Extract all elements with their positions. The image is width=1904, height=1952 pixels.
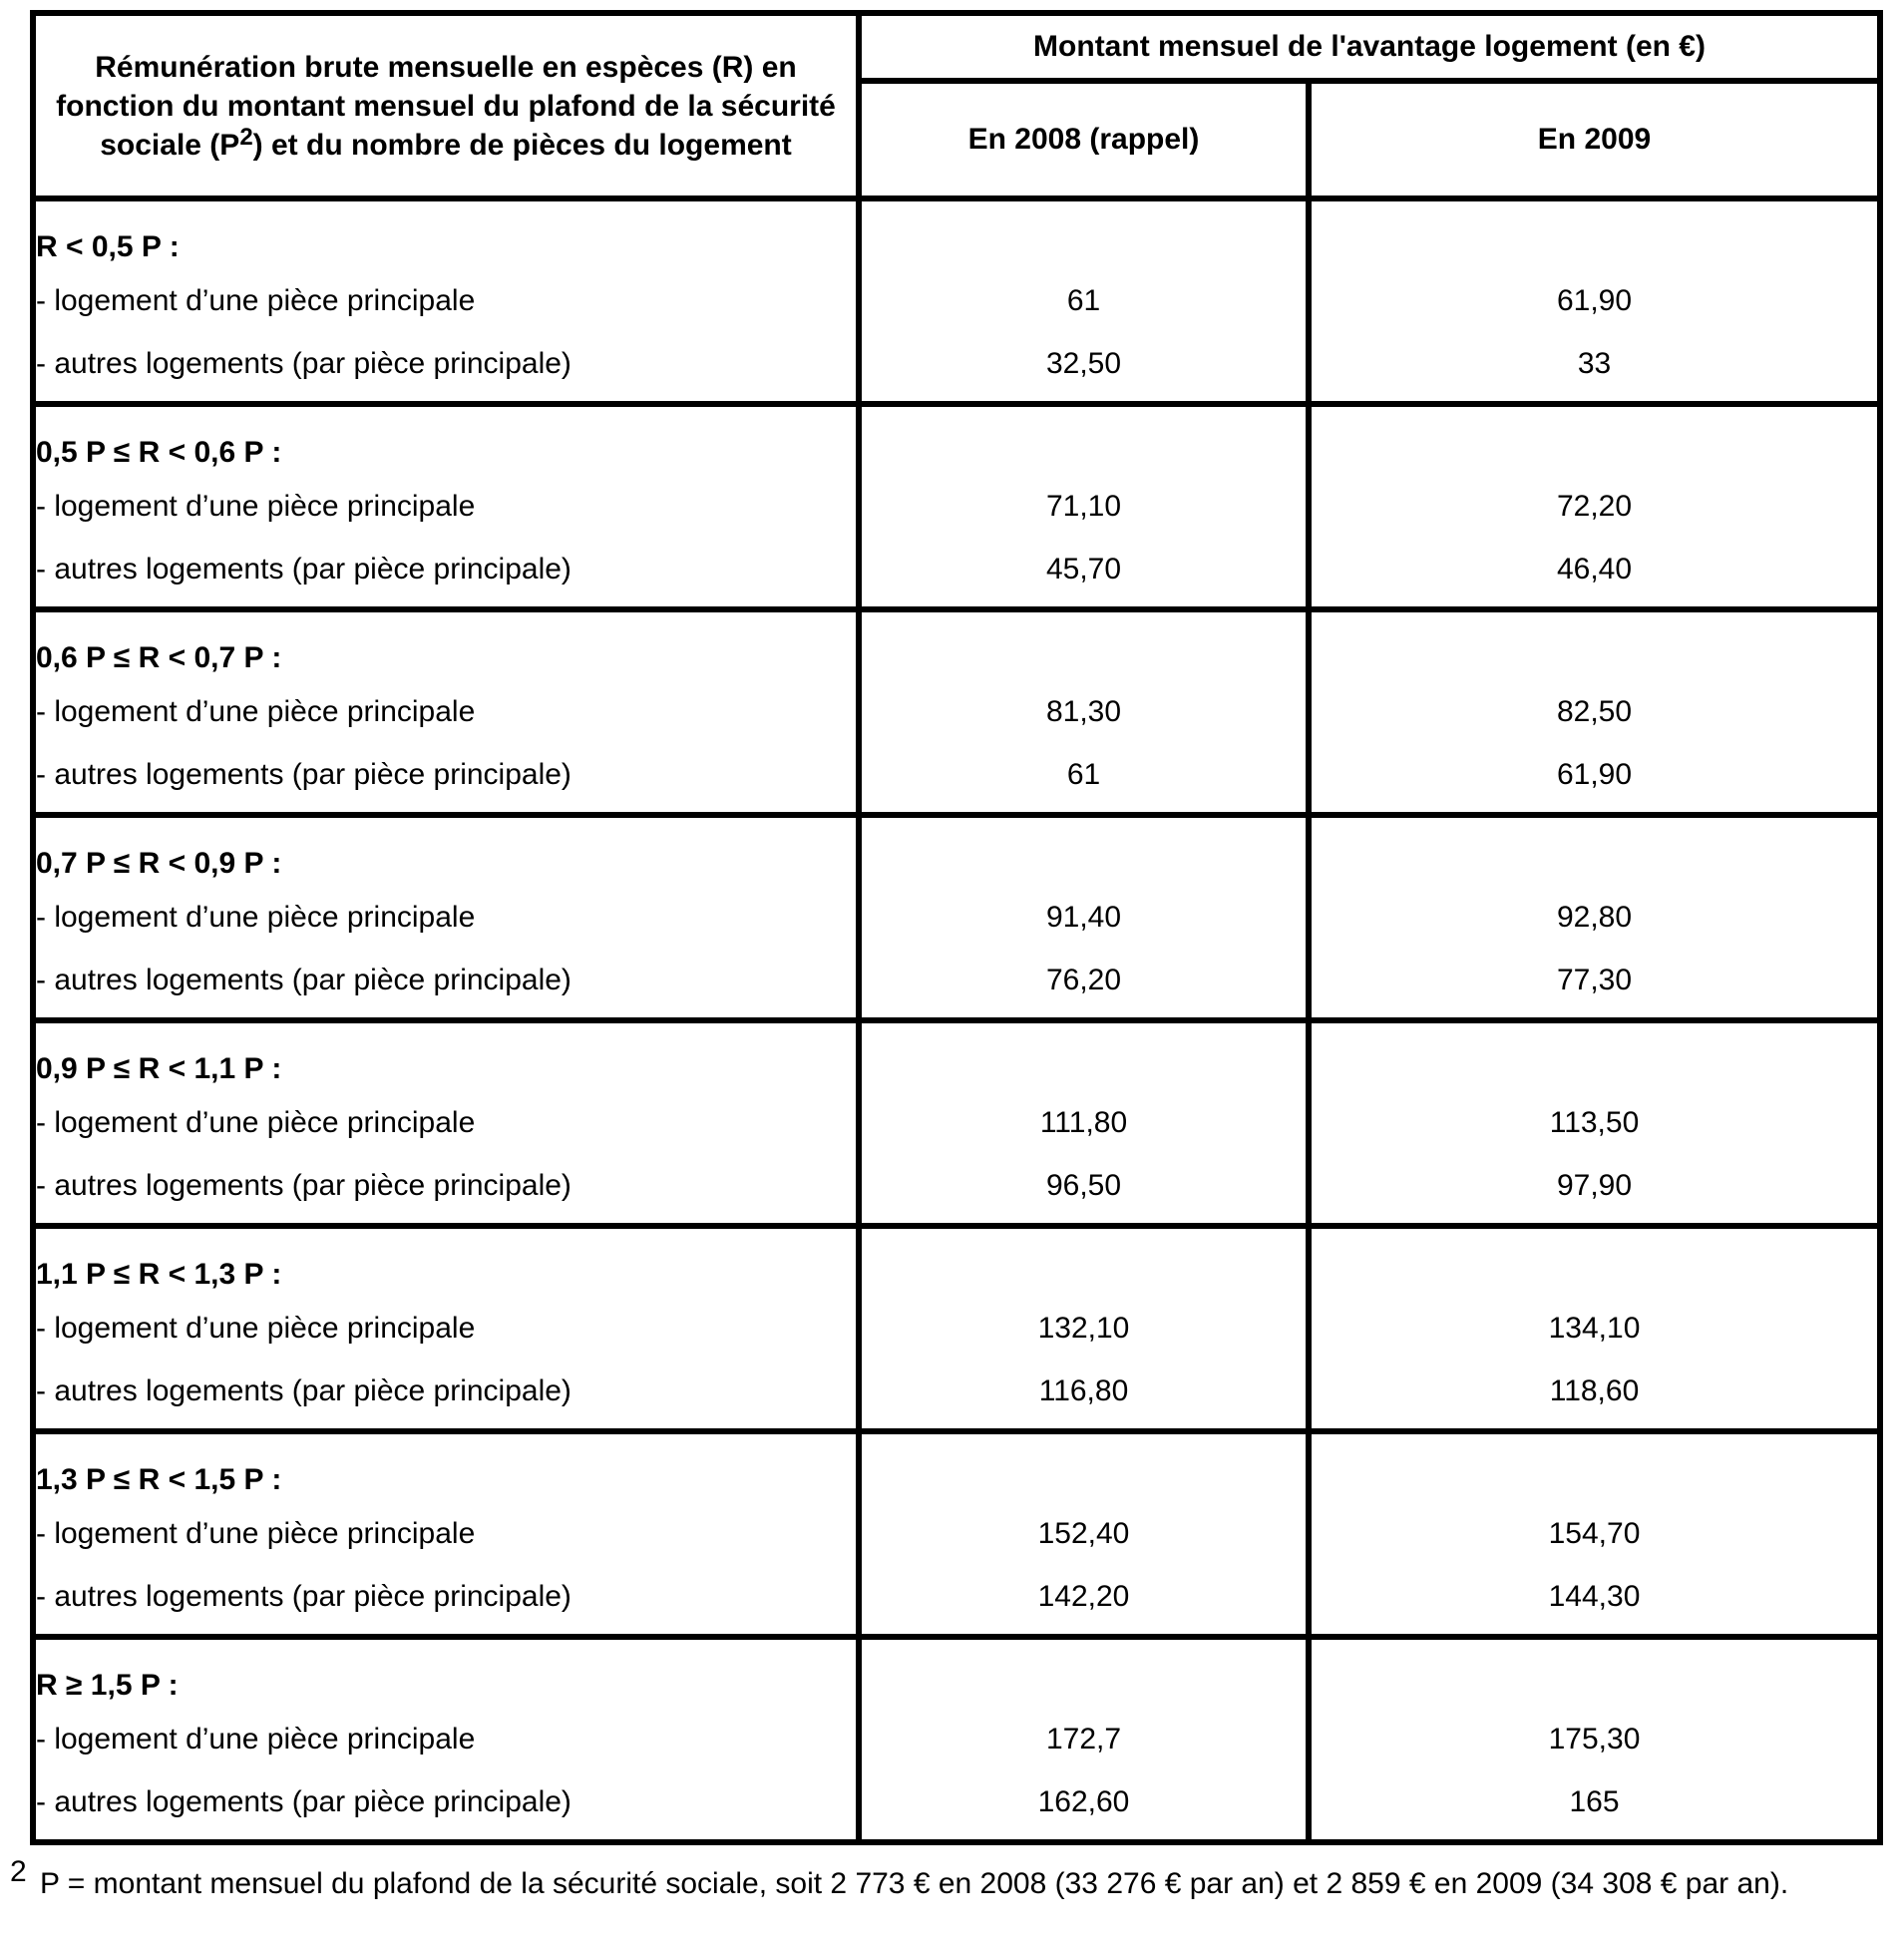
band-label-cell [33, 1637, 859, 1842]
amount-cell-2008 [859, 198, 1309, 404]
table-row [33, 1226, 1880, 1431]
amount-value: 71,10 [1045, 490, 1122, 523]
header-remuneration [33, 13, 859, 198]
amount-value: 97,90 [1556, 1169, 1633, 1202]
amount-value: 175,30 [1548, 1723, 1641, 1756]
housing-type-label: - autres logements (par pièce principale) [36, 1169, 571, 1202]
amount-value: 132,10 [1037, 1312, 1130, 1345]
income-band-title: 0,9 P ≤ R < 1,1 P : [36, 1052, 282, 1085]
housing-type-label: - autres logements (par pièce principale) [36, 347, 571, 380]
footnote-text: P = montant mensuel du plafond de la sécurité sociale, soit 2 773 € en 2008 (33 276 € par an) et 2 859 € en 2009 (34 308 € par an). [40, 1867, 1789, 1900]
band-label-cell [33, 815, 859, 1020]
income-band-title: 0,6 P ≤ R < 0,7 P : [36, 641, 282, 674]
header-superscript: 2 [239, 123, 253, 151]
band-label-cell [33, 1226, 859, 1431]
amount-cell-2008 [859, 1020, 1309, 1226]
amount-value: 61,90 [1556, 758, 1633, 791]
table-header [33, 13, 1880, 198]
amount-value: 116,80 [1038, 1374, 1129, 1407]
table-body [33, 198, 1880, 1842]
band-label-cell [33, 1431, 859, 1637]
housing-benefit-table [30, 10, 1883, 1845]
amount-value: 61 [1066, 758, 1101, 791]
income-band-title: 1,3 P ≤ R < 1,5 P : [36, 1463, 282, 1496]
amount-cell-2009 [1309, 1637, 1880, 1842]
amount-cell-2008 [859, 1226, 1309, 1431]
document-page [30, 10, 1877, 1845]
header-year-2009: En 2009 [1309, 81, 1880, 198]
band-label-cell [33, 404, 859, 609]
income-band-title: R ≥ 1,5 P : [36, 1669, 179, 1702]
table-row [33, 609, 1880, 815]
income-band-title: 0,7 P ≤ R < 0,9 P : [36, 847, 282, 880]
housing-type-label: - autres logements (par pièce principale) [36, 553, 571, 586]
table-row [33, 404, 1880, 609]
housing-type-label: - logement d’une pièce principale [36, 490, 476, 523]
amount-value: 61 [1066, 284, 1101, 317]
housing-type-label: - logement d’une pièce principale [36, 695, 476, 728]
table-row [33, 1637, 1880, 1842]
amount-cell-2009 [1309, 1020, 1880, 1226]
amount-value: 162,60 [1037, 1785, 1130, 1818]
table-row [33, 198, 1880, 404]
amount-value: 96,50 [1045, 1169, 1122, 1202]
income-band-title: 0,5 P ≤ R < 0,6 P : [36, 436, 282, 469]
band-label-cell [33, 1020, 859, 1226]
amount-value: 111,80 [1039, 1106, 1128, 1139]
amount-value: 165 [1569, 1785, 1620, 1818]
amount-value: 91,40 [1045, 901, 1122, 934]
amount-value: 33 [1577, 347, 1612, 380]
amount-cell-2009 [1309, 1226, 1880, 1431]
amount-value: 92,80 [1556, 901, 1633, 934]
amount-cell-2009 [1309, 815, 1880, 1020]
amount-value: 77,30 [1556, 964, 1633, 996]
header-remuneration-part2: ) et du nombre de pièces du logement [252, 128, 792, 162]
amount-cell-2009 [1309, 198, 1880, 404]
housing-type-label: - logement d’une pièce principale [36, 1723, 476, 1756]
amount-value: 82,50 [1556, 695, 1633, 728]
footnote-mark: 2 [10, 1855, 27, 1888]
table-row [33, 815, 1880, 1020]
housing-type-label: - logement d’une pièce principale [36, 1106, 476, 1139]
income-band-title: R < 0,5 P : [36, 230, 180, 263]
amount-value: 32,50 [1045, 347, 1122, 380]
header-remuneration-part1: Rémunération brute mensuelle en espèces (R) en fonction du montant mensuel du plafond de la sécurité sociale (P [56, 50, 836, 162]
amount-cell-2009 [1309, 609, 1880, 815]
amount-value: 81,30 [1045, 695, 1122, 728]
housing-type-label: - autres logements (par pièce principale) [36, 1785, 571, 1818]
housing-type-label: - logement d’une pièce principale [36, 901, 476, 934]
table-row [33, 1020, 1880, 1226]
amount-cell-2008 [859, 609, 1309, 815]
amount-value: 46,40 [1556, 553, 1633, 586]
income-band-title: 1,1 P ≤ R < 1,3 P : [36, 1258, 282, 1291]
amount-value: 72,20 [1556, 490, 1633, 523]
amount-cell-2009 [1309, 1431, 1880, 1637]
amount-cell-2008 [859, 1637, 1309, 1842]
amount-cell-2008 [859, 1431, 1309, 1637]
amount-value: 142,20 [1037, 1580, 1130, 1613]
table-row [33, 1431, 1880, 1637]
housing-type-label: - logement d’une pièce principale [36, 284, 476, 317]
housing-type-label: - autres logements (par pièce principale) [36, 758, 571, 791]
housing-type-label: - logement d’une pièce principale [36, 1312, 476, 1345]
amount-value: 144,30 [1548, 1580, 1641, 1613]
band-label-cell [33, 198, 859, 404]
housing-type-label: - autres logements (par pièce principale) [36, 1374, 571, 1407]
amount-value: 154,70 [1548, 1517, 1641, 1550]
housing-type-label: - autres logements (par pièce principale) [36, 1580, 571, 1613]
amount-value: 152,40 [1037, 1517, 1130, 1550]
housing-type-label: - autres logements (par pièce principale) [36, 964, 571, 996]
amount-cell-2008 [859, 815, 1309, 1020]
housing-type-label: - logement d’une pièce principale [36, 1517, 476, 1550]
header-year-2008: En 2008 (rappel) [859, 81, 1309, 198]
amount-value: 45,70 [1045, 553, 1122, 586]
amount-value: 134,10 [1548, 1312, 1641, 1345]
footnote [10, 1855, 1900, 1903]
amount-value: 113,50 [1549, 1106, 1640, 1139]
amount-value: 61,90 [1556, 284, 1633, 317]
amount-value: 76,20 [1045, 964, 1122, 996]
amount-value: 172,7 [1045, 1723, 1122, 1756]
band-label-cell [33, 609, 859, 815]
header-amount-title: Montant mensuel de l'avantage logement (en €) [859, 13, 1880, 81]
amount-cell-2009 [1309, 404, 1880, 609]
amount-value: 118,60 [1549, 1374, 1640, 1407]
amount-cell-2008 [859, 404, 1309, 609]
